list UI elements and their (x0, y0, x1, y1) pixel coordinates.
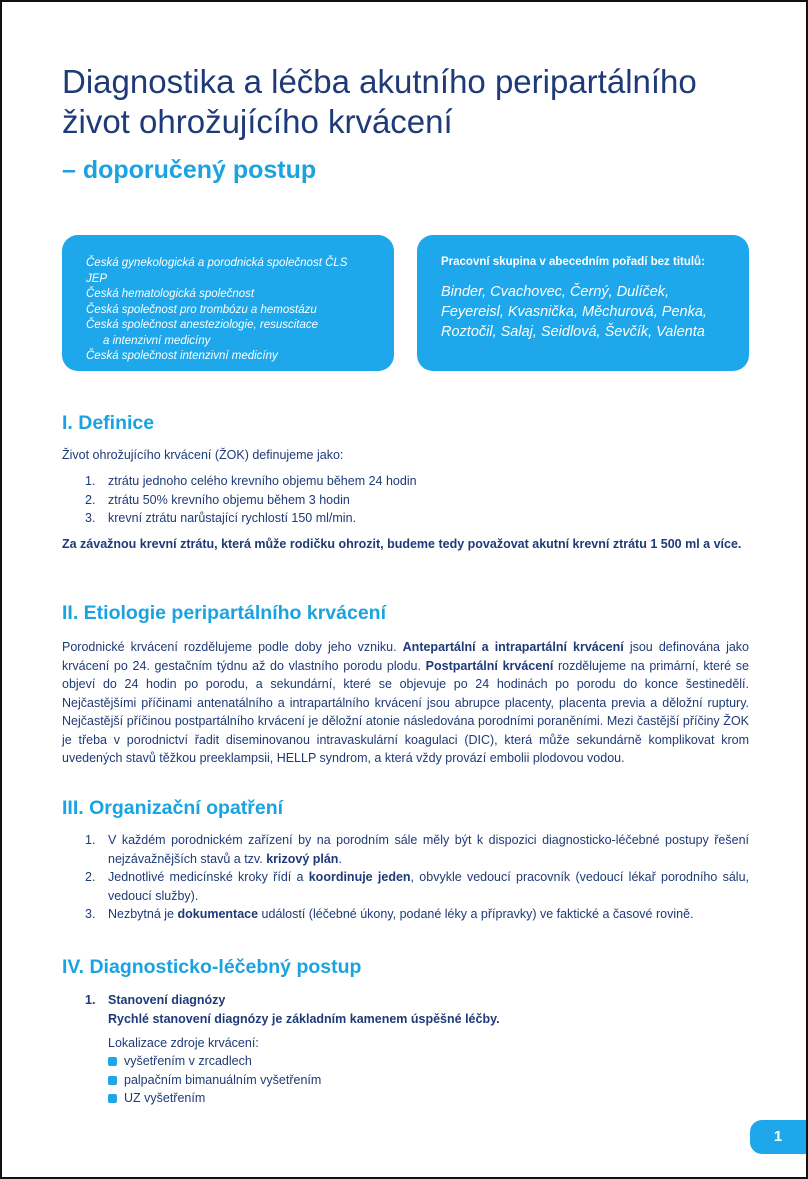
list-item: vyšetřením v zrcadlech (108, 1052, 321, 1071)
list-item: 2. Jednotlivé medicínské kroky řídí a koordinuje jeden, obvykle vedoucí pracovník (vedoucí lékař porodního sálu, vedoucí služby). (85, 870, 749, 903)
list-item: UZ vyšetřením (108, 1089, 321, 1108)
list-item: 1. Stanovení diagnózy Rychlé stanovení diagnózy je základním kamenem úspěšné léčby. (85, 993, 500, 1026)
workgroup-box (417, 235, 749, 371)
list-item: 1. V každém porodnickém zařízení by na porodním sále měly být k dispozici diagnosticko-léčebné postupy řešení nejzávažnějších stavů a tzv. krizový plán. (85, 833, 749, 866)
societies-box (62, 235, 394, 371)
society-item: Česká společnost intenzivní medicíny (86, 350, 278, 362)
bullet-square-icon (108, 1076, 117, 1085)
list-item: 1. ztrátu jednoho celého krevního objemu během 24 hodin (85, 474, 417, 488)
definition-intro: Život ohrožujícího krvácení (ŽOK) definujeme jako: (62, 448, 344, 462)
procedure-list (62, 991, 749, 1028)
bullet-square-icon (108, 1094, 117, 1103)
step-subtitle: Rychlé stanovení diagnózy je základním kamenem úspěšné léčby. (108, 1011, 500, 1026)
workgroup-heading: Pracovní skupina v abecedním pořadí bez titulů: (441, 256, 705, 268)
list-item: palpačním bimanuálním vyšetřením (108, 1071, 321, 1090)
list-item: 3. Nezbytná je dokumentace událostí (léčebné úkony, podané léky a přípravky) ve faktické a časové rovině. (85, 907, 694, 921)
document-title: Diagnostika a léčba akutního peripartálního život ohrožujícího krvácení (62, 63, 697, 140)
section-heading: IV. Diagnosticko-léčebný postup (62, 956, 362, 978)
organization-list (62, 831, 749, 924)
definition-list (62, 472, 749, 528)
society-item: a intenzivní medicíny (103, 334, 211, 347)
etiology-paragraph: Porodnické krvácení rozdělujeme podle doby jeho vzniku. Antepartální a intrapartální krvácení jsou definována jako krvácení po 24. gestačním týdnu až do vlastního porodu plodu. Postpartální krvácení rozdělujeme na primární, které se objeví do 24 hodin po porodu, a sekundární, které se objevuje po 24 hodinách po porodu do konce šestinedělí. Nejčastějšími příčinami antenatálního a intrapartálního krvácení jsou abrupce placenty, placenta previa a děložní ruptury. Nejčastější příčinou postpartálního krvácení je děložní atonie následována porodními poraněními. Mezi častější příčiny ŽOK je třeba v porodnictví řadit diseminovanou intravaskulární koagulaci (DIC), která může sekundárně komplikovat krom uvedených stavů těžkou preeklampsii, HELLP syndrom, a která vždy provází embolii plodovou vodou. (62, 640, 750, 765)
society-item: Česká hematologická společnost (86, 288, 255, 300)
document-subtitle: – doporučený postup (62, 156, 317, 184)
society-item: Česká společnost anesteziologie, resuscitace (86, 319, 319, 331)
definition-conclusion: Za závažnou krevní ztrátu, která může rodičku ohrozit, budeme tedy považovat akutní krevní ztrátu 1 500 ml a více. (62, 537, 742, 551)
page-number: 1 (750, 1120, 808, 1154)
list-item: 2. ztrátu 50% krevního objemu během 3 hodin (85, 492, 350, 507)
society-item: Česká gynekologická a porodnická společnost ČLS JEP (86, 257, 348, 285)
section-heading: I. Definice (62, 412, 155, 434)
step-title: Stanovení diagnózy (108, 993, 226, 1007)
section-heading: II. Etiologie peripartálního krvácení (62, 602, 386, 624)
localization-list (108, 1052, 321, 1108)
list-item: 3. krevní ztrátu narůstající rychlostí 150 ml/min. (85, 511, 357, 525)
bullet-square-icon (108, 1057, 117, 1066)
workgroup-names: Binder, Cvachovec, Černý, Dulíček, Feyereisl, Kvasnička, Měchurová, Penka, Roztočil, Salaj, Seidlová, Ševčík, Valenta (441, 284, 707, 340)
section-heading: III. Organizační opatření (62, 797, 284, 819)
society-item: Česká společnost pro trombózu a hemostázu (86, 303, 317, 316)
localization-intro: Lokalizace zdroje krvácení: (108, 1036, 259, 1050)
